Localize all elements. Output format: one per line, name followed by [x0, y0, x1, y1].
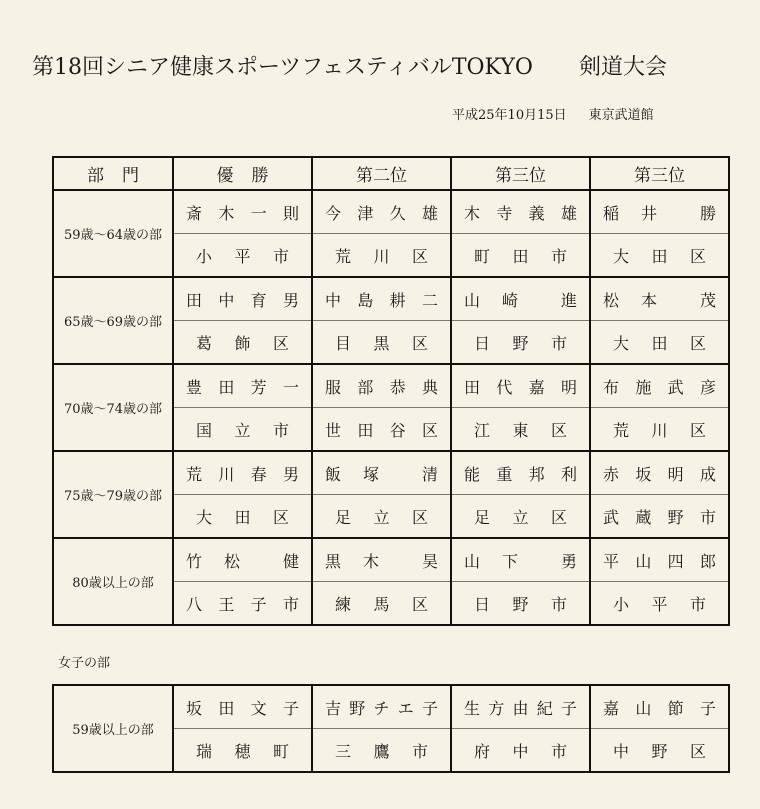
- competitor-city-text: 日 野 市: [474, 594, 567, 614]
- competitor-name-text: 田 代 嘉 明: [464, 377, 577, 397]
- competitor-name-text: 嘉 山 節 子: [603, 698, 716, 718]
- competitor-name: [173, 277, 312, 321]
- competitor-city-text: 瑞 穂 町: [196, 741, 289, 761]
- event-date: 平成25年10月15日: [452, 108, 567, 123]
- header-third-b: 第三位: [590, 157, 729, 190]
- competitor-name-text: 吉 野 チ エ 子: [325, 698, 438, 718]
- division-label: 70歳～74歳の部: [53, 364, 173, 451]
- competitor-name-text: 松 本 茂: [603, 290, 716, 310]
- women-results-table: [52, 684, 730, 773]
- competitor-city-text: 八 王 子 市: [186, 594, 299, 614]
- competitor-name-text: 今 津 久 雄: [325, 203, 438, 223]
- division-name-row: [53, 451, 729, 495]
- competitor-city: [590, 408, 729, 452]
- competitor-name-text: 布 施 武 彦: [603, 377, 716, 397]
- competitor-name-text: 赤 坂 明 成: [603, 464, 716, 484]
- division-name-row: [53, 277, 729, 321]
- competitor-city-text: 中 野 区: [613, 741, 706, 761]
- title-event: 剣道大会: [578, 55, 667, 80]
- competitor-name: [451, 277, 590, 321]
- competitor-city: [451, 234, 590, 278]
- competitor-city: [590, 729, 729, 773]
- division-label: 59歳以上の部: [53, 685, 173, 772]
- competitor-name-text: 飯 塚 清: [325, 464, 438, 484]
- dateline: [452, 104, 654, 123]
- results-table: [52, 156, 730, 626]
- competitor-name-text: 稲 井 勝: [603, 203, 716, 223]
- competitor-city-text: 小 平 市: [613, 594, 706, 614]
- competitor-name: [312, 277, 451, 321]
- competitor-city-text: 武 蔵 野 市: [603, 507, 716, 527]
- page-title: [32, 50, 667, 81]
- competitor-city: [312, 495, 451, 539]
- competitor-city-text: 小 平 市: [196, 246, 289, 266]
- competitor-name: [312, 364, 451, 408]
- division-label: 80歳以上の部: [53, 538, 173, 625]
- competitor-name: [451, 685, 590, 729]
- competitor-name-text: 山 下 勇: [464, 551, 577, 571]
- competitor-name-text: 服 部 恭 典: [325, 377, 438, 397]
- title-main: 第18回シニア健康スポーツフェスティバルTOKYO: [32, 55, 533, 80]
- competitor-name: [590, 538, 729, 582]
- competitor-city: [451, 729, 590, 773]
- women-section-label: 女子の部: [58, 656, 111, 671]
- competitor-city: [590, 495, 729, 539]
- competitor-name: [590, 190, 729, 234]
- competitor-name: [312, 451, 451, 495]
- competitor-city: [451, 408, 590, 452]
- division-label: 75歳～79歳の部: [53, 451, 173, 538]
- competitor-name: [590, 364, 729, 408]
- division-name-row: [53, 685, 729, 729]
- competitor-name: [173, 190, 312, 234]
- competitor-name-text: 能 重 邦 利: [464, 464, 577, 484]
- competitor-name: [451, 538, 590, 582]
- competitor-city: [312, 234, 451, 278]
- competitor-city-text: 荒 川 区: [335, 246, 428, 266]
- competitor-city: [590, 234, 729, 278]
- competitor-name-text: 黒 木 昊: [325, 551, 438, 571]
- competitor-city-text: 府 中 市: [474, 741, 567, 761]
- competitor-city-text: 三 鷹 市: [335, 741, 428, 761]
- competitor-name: [451, 364, 590, 408]
- competitor-city-text: 目 黒 区: [335, 333, 428, 353]
- competitor-city-text: 日 野 市: [474, 333, 567, 353]
- competitor-name-text: 竹 松 健: [186, 551, 299, 571]
- competitor-city: [173, 729, 312, 773]
- competitor-name-text: 中 島 耕 二: [325, 290, 438, 310]
- competitor-city: [451, 495, 590, 539]
- competitor-name: [173, 364, 312, 408]
- competitor-name: [590, 277, 729, 321]
- competitor-name-text: 平 山 四 郎: [603, 551, 716, 571]
- competitor-city-text: 国 立 市: [196, 420, 289, 440]
- competitor-city-text: 荒 川 区: [613, 420, 706, 440]
- competitor-city: [451, 321, 590, 365]
- competitor-city-text: 練 馬 区: [335, 594, 428, 614]
- competitor-city: [173, 582, 312, 626]
- header-row: [53, 157, 729, 190]
- competitor-city: [173, 321, 312, 365]
- competitor-name: [590, 451, 729, 495]
- competitor-name: [312, 685, 451, 729]
- competitor-city: [312, 321, 451, 365]
- division-label: 65歳～69歳の部: [53, 277, 173, 364]
- competitor-city-text: 大 田 区: [613, 333, 706, 353]
- competitor-name-text: 山 崎 進: [464, 290, 577, 310]
- competitor-name: [312, 190, 451, 234]
- header-second: 第二位: [312, 157, 451, 190]
- competitor-city: [590, 582, 729, 626]
- competitor-city-text: 葛 飾 区: [196, 333, 289, 353]
- competitor-name: [312, 538, 451, 582]
- competitor-city-text: 大 田 区: [196, 507, 289, 527]
- header-winner: 優勝: [173, 157, 312, 190]
- competitor-city: [173, 234, 312, 278]
- competitor-name: [173, 451, 312, 495]
- competitor-name-text: 荒 川 春 男: [186, 464, 299, 484]
- competitor-city: [312, 582, 451, 626]
- division-name-row: [53, 364, 729, 408]
- competitor-name-text: 生 方 由 紀 子: [464, 698, 577, 718]
- competitor-city-text: 足 立 区: [335, 507, 428, 527]
- competitor-name: [173, 685, 312, 729]
- competitor-city: [173, 408, 312, 452]
- competitor-city-text: 足 立 区: [474, 507, 567, 527]
- event-venue: 東京武道館: [588, 108, 654, 123]
- competitor-name-text: 斎 木 一 則: [186, 203, 299, 223]
- competitor-name: [451, 451, 590, 495]
- division-label: 59歳～64歳の部: [53, 190, 173, 277]
- competitor-city-text: 町 田 市: [474, 246, 567, 266]
- competitor-name-text: 田 中 育 男: [186, 290, 299, 310]
- competitor-city: [312, 729, 451, 773]
- competitor-city-text: 江 東 区: [474, 420, 567, 440]
- competitor-city-text: 世 田 谷 区: [325, 420, 438, 440]
- competitor-city: [312, 408, 451, 452]
- competitor-name: [590, 685, 729, 729]
- competitor-name-text: 木 寺 義 雄: [464, 203, 577, 223]
- competitor-name-text: 坂 田 文 子: [186, 698, 299, 718]
- competitor-city: [451, 582, 590, 626]
- competitor-name-text: 豊 田 芳 一: [186, 377, 299, 397]
- division-name-row: [53, 538, 729, 582]
- competitor-name: [173, 538, 312, 582]
- competitor-name: [451, 190, 590, 234]
- competitor-city: [173, 495, 312, 539]
- header-division: 部門: [53, 157, 173, 190]
- division-name-row: [53, 190, 729, 234]
- competitor-city-text: 大 田 区: [613, 246, 706, 266]
- competitor-city: [590, 321, 729, 365]
- header-third-a: 第三位: [451, 157, 590, 190]
